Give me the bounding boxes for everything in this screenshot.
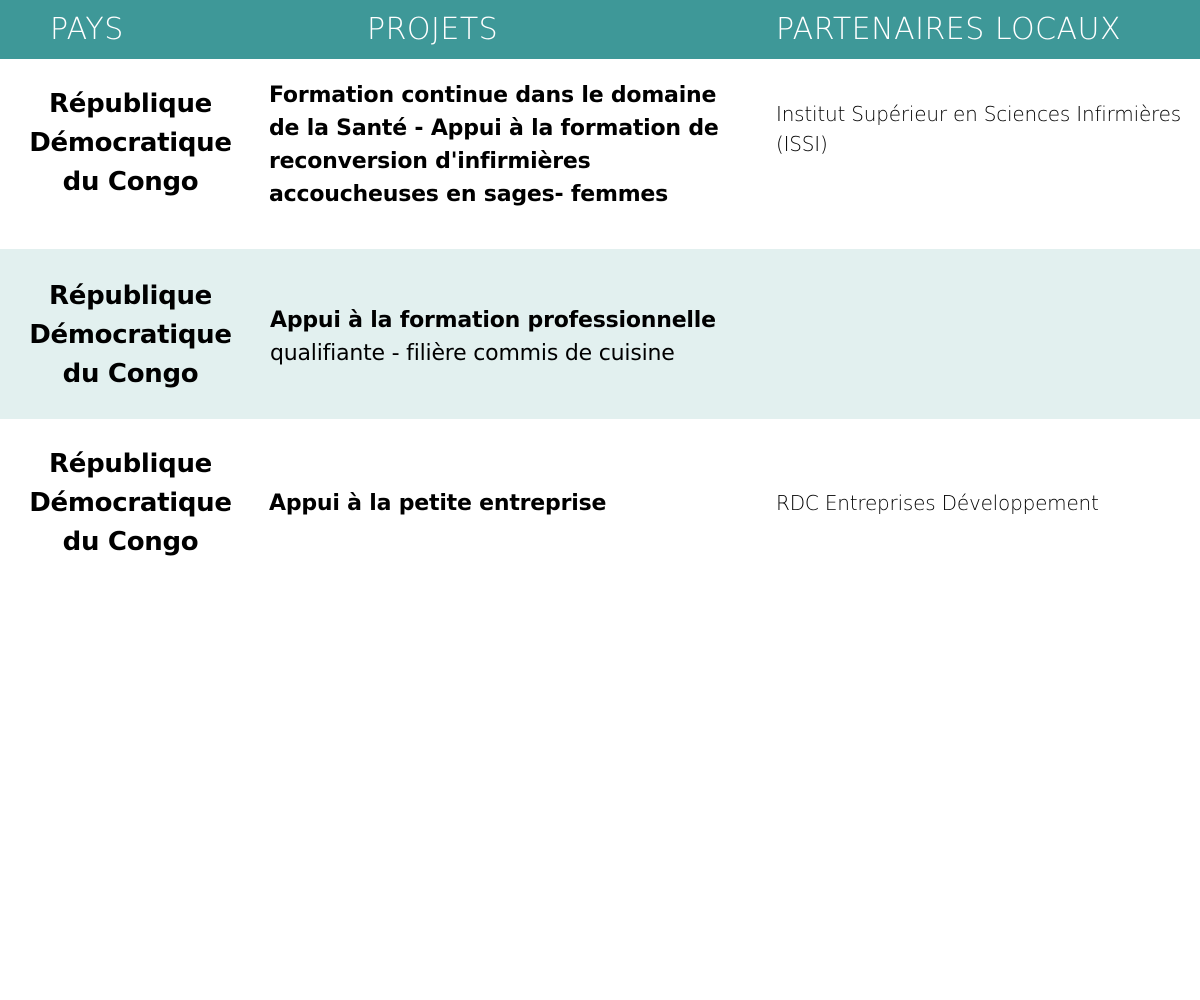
table-row <box>0 249 1200 419</box>
project-cell: Formation continue dans le domaine de la Santé - Appui à la formation de reconversion d'infirmières accoucheuses en sages- femmes <box>269 83 719 207</box>
table-header <box>0 0 1200 59</box>
column-header-pays: PAYS <box>50 12 124 47</box>
partner-cell: RDC Entreprises Développement <box>776 491 1099 515</box>
project-cell: Appui à la petite entreprise <box>269 491 607 516</box>
project-title-normal: qualifiante - filière commis de cuisine <box>270 341 675 366</box>
column-header-projets: PROJETS <box>367 12 499 47</box>
table-row <box>0 419 1200 585</box>
project-cell <box>270 304 750 370</box>
project-title-bold: Appui à la formation professionnelle <box>270 308 716 333</box>
country-cell: République Démocratique du Congo <box>29 89 232 197</box>
country-cell: République Démocratique du Congo <box>29 281 232 389</box>
column-header-partenaires-locaux: PARTENAIRES LOCAUX <box>776 12 1122 47</box>
country-cell: République Démocratique du Congo <box>29 449 232 557</box>
table-row <box>0 59 1200 249</box>
partner-cell: Institut Supérieur en Sciences Infirmières (ISSI) <box>776 102 1181 156</box>
